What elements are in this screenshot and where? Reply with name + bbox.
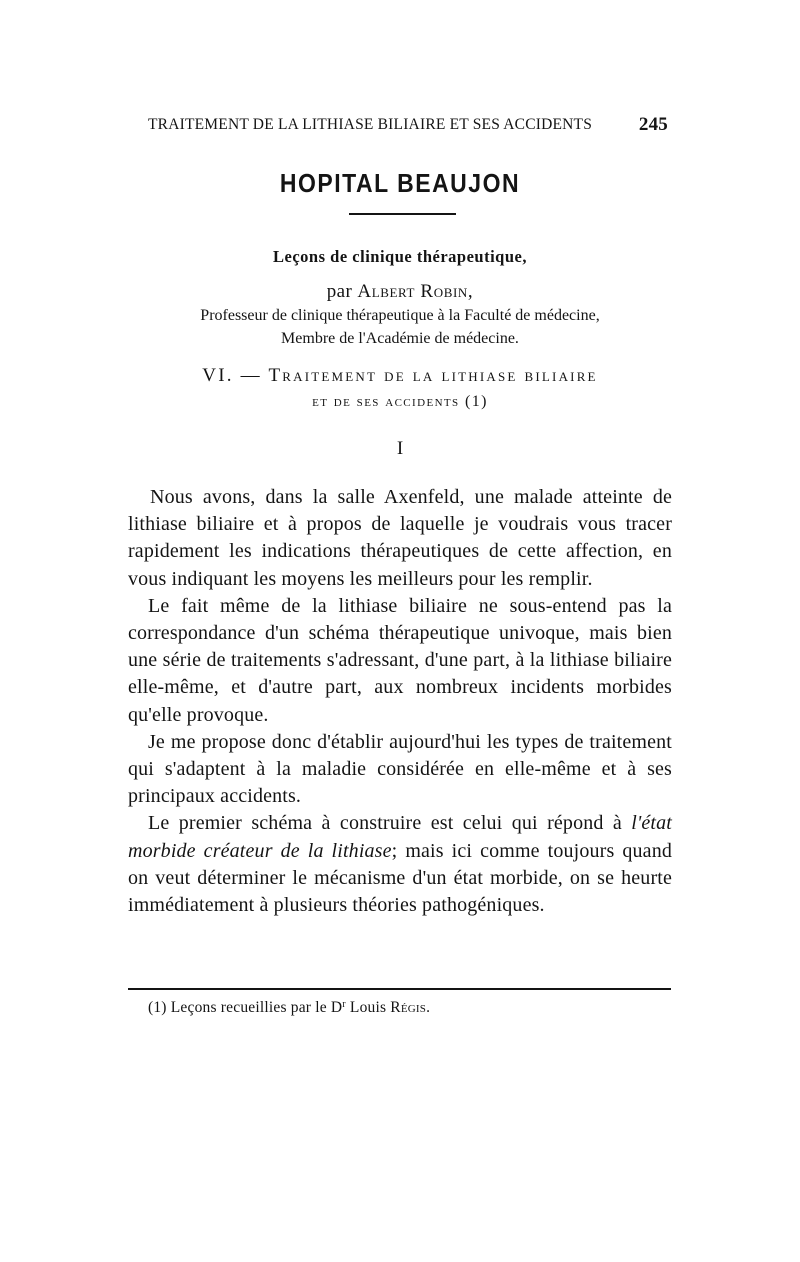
footnote-text: Leçons recueillies par le D bbox=[170, 999, 343, 1016]
chapter-title-line-2-text: et de ses accidents bbox=[312, 393, 460, 410]
section-number: I bbox=[396, 438, 404, 459]
page-number: 245 bbox=[638, 114, 668, 135]
paragraph-4-italic: l'état morbide créateur de la lithiase bbox=[128, 812, 672, 862]
chapter-footnote-ref: (1) bbox=[464, 393, 488, 410]
chapter-title-line-2 bbox=[0, 393, 800, 411]
footnote-sup: r bbox=[342, 999, 346, 1010]
paragraph-4 bbox=[128, 810, 672, 919]
running-head bbox=[148, 116, 668, 140]
author-affiliation-2: Membre de l'Académie de médecine. bbox=[281, 330, 519, 347]
footnote-name-last: Régis. bbox=[390, 999, 431, 1016]
title-divider bbox=[349, 213, 456, 215]
footnote-divider bbox=[128, 988, 671, 990]
paragraph-4-start: Le premier schéma à construire est celui qui répond à bbox=[148, 812, 622, 835]
paragraph-2: Le fait même de la lithiase biliaire ne sous-entend pas la correspondance d'un schéma thérapeutique univoque, mais bien une série de traitements s'adressant, d'une part, à la lithiase biliaire elle-même, et d'autre part, aux nombreux incidents morbides qu'elle provoque. bbox=[128, 594, 672, 726]
author-affiliation-1: Professeur de clinique thérapeutique à la Faculté de médecine, bbox=[200, 307, 600, 324]
paragraph-3: Je me propose donc d'établir aujourd'hui les types de traitement qui s'adaptent à la maladie considérée en elle-même et à ses principaux accidents. bbox=[128, 730, 672, 808]
author-line bbox=[0, 281, 800, 303]
footnote-name-first: Louis bbox=[349, 999, 387, 1016]
body-text bbox=[128, 484, 672, 919]
paragraph-4-end: ; mais ici comme toujours quand on veut déterminer le mécanisme d'un état morbide, on se heurte immédiatement à plusieurs théories pathogéniques. bbox=[128, 839, 672, 917]
paragraph-1: Nous avons, dans la salle Axenfeld, une malade atteinte de lithiase biliaire et à propos de laquelle je voudrais vous tracer rapidement les indications thérapeutiques de cette affection, en vous indiquant les moyens les meilleurs pour les remplir. bbox=[128, 486, 672, 590]
footnote-marker: (1) bbox=[148, 999, 167, 1016]
author-name: Albert Robin, bbox=[357, 281, 474, 302]
running-head-title: TRAITEMENT DE LA LITHIASE BILIAIRE ET SES ACCIDENTS bbox=[148, 116, 593, 133]
lecture-series: Leçons de clinique thérapeutique, bbox=[273, 247, 527, 266]
chapter-title-line-1: VI. — Traitement de la lithiase biliaire bbox=[202, 365, 598, 386]
author-prefix: par bbox=[326, 281, 353, 302]
footnote bbox=[148, 999, 668, 1017]
hospital-title: HOPITAL BEAUJON bbox=[279, 168, 521, 198]
